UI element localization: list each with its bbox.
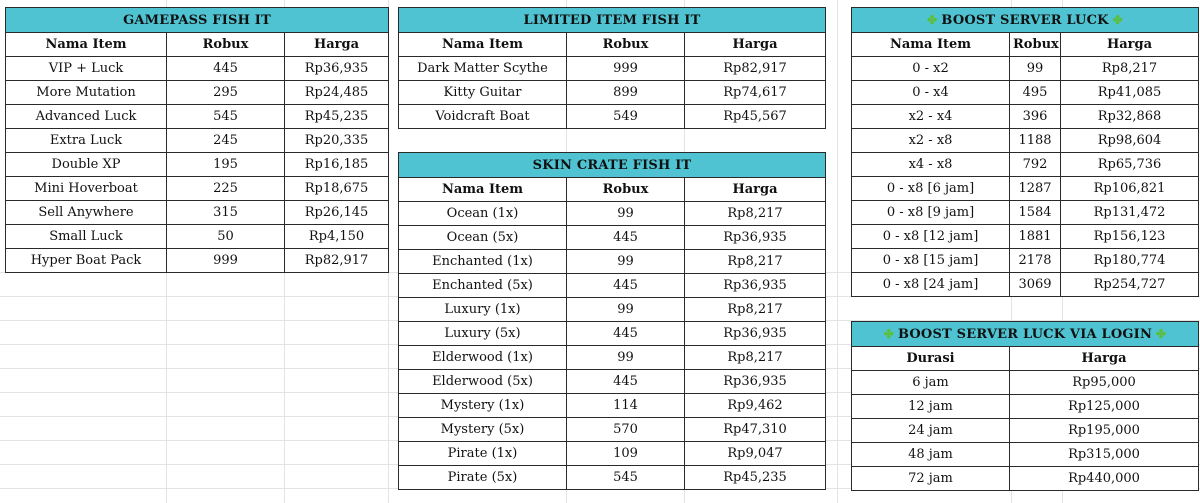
table-cell: Rp9,462 bbox=[685, 394, 826, 418]
table-cell: Rp41,085 bbox=[1061, 81, 1199, 105]
table-cell: Rp254,727 bbox=[1061, 273, 1199, 297]
table-row bbox=[852, 395, 1199, 419]
table-cell: Enchanted (5x) bbox=[399, 274, 567, 298]
table-cell: Luxury (1x) bbox=[399, 298, 567, 322]
col-header-nama-item: Nama Item bbox=[399, 178, 567, 202]
table-cell: Elderwood (5x) bbox=[399, 370, 567, 394]
table-cell: 99 bbox=[567, 298, 685, 322]
table-cell: 445 bbox=[567, 226, 685, 250]
table-row bbox=[399, 418, 826, 442]
col-header-nama-item: Nama Item bbox=[6, 33, 167, 57]
table-cell: 50 bbox=[167, 225, 285, 249]
clover-icon: ✤ bbox=[1156, 326, 1167, 341]
table-cell: Rp32,868 bbox=[1061, 105, 1199, 129]
table-cell: VIP + Luck bbox=[6, 57, 167, 81]
table-cell: Rp440,000 bbox=[1010, 467, 1199, 491]
table-cell: Pirate (5x) bbox=[399, 466, 567, 490]
table-cell: Elderwood (1x) bbox=[399, 346, 567, 370]
table-row bbox=[399, 370, 826, 394]
col-header-nama-item: Nama Item bbox=[852, 33, 1010, 57]
table-cell: 99 bbox=[1010, 57, 1061, 81]
col-header-nama-item: Nama Item bbox=[399, 33, 567, 57]
table-cell: Rp45,235 bbox=[285, 105, 389, 129]
table-row bbox=[399, 298, 826, 322]
table-cell: 48 jam bbox=[852, 443, 1010, 467]
table-cell: Rp18,675 bbox=[285, 177, 389, 201]
table-cell: x4 - x8 bbox=[852, 153, 1010, 177]
table-cell: Rp45,235 bbox=[685, 466, 826, 490]
table-cell: 1287 bbox=[1010, 177, 1061, 201]
table-cell: Rp8,217 bbox=[685, 298, 826, 322]
table-row bbox=[852, 153, 1199, 177]
table-cell: 545 bbox=[167, 105, 285, 129]
limited-body bbox=[399, 57, 826, 129]
table-cell: 495 bbox=[1010, 81, 1061, 105]
table-row bbox=[399, 346, 826, 370]
table-cell: 0 - x8 [6 jam] bbox=[852, 177, 1010, 201]
table-cell: Rp36,935 bbox=[685, 370, 826, 394]
table-cell: Rp131,472 bbox=[1061, 201, 1199, 225]
table-cell: 0 - x2 bbox=[852, 57, 1010, 81]
table-cell: 0 - x8 [12 jam] bbox=[852, 225, 1010, 249]
table-cell: More Mutation bbox=[6, 81, 167, 105]
table-cell: Small Luck bbox=[6, 225, 167, 249]
table-cell: 0 - x8 [9 jam] bbox=[852, 201, 1010, 225]
table-row bbox=[852, 129, 1199, 153]
col-header-robux: Robux bbox=[1010, 33, 1061, 57]
table-cell: Rp24,485 bbox=[285, 81, 389, 105]
table-cell: 549 bbox=[567, 105, 685, 129]
table-cell: Rp36,935 bbox=[685, 226, 826, 250]
table-cell: 315 bbox=[167, 201, 285, 225]
table-cell: Rp156,123 bbox=[1061, 225, 1199, 249]
table-cell: 570 bbox=[567, 418, 685, 442]
table-row bbox=[399, 442, 826, 466]
table-row bbox=[6, 57, 389, 81]
table-cell: Rp82,917 bbox=[285, 249, 389, 273]
skin-title: SKIN CRATE FISH IT bbox=[399, 153, 826, 178]
table-cell: 99 bbox=[567, 202, 685, 226]
table-cell: Rp106,821 bbox=[1061, 177, 1199, 201]
table-cell: 225 bbox=[167, 177, 285, 201]
table-cell: 2178 bbox=[1010, 249, 1061, 273]
table-cell: 109 bbox=[567, 442, 685, 466]
col-header-harga: Harga bbox=[685, 178, 826, 202]
gamepass-title: GAMEPASS FISH IT bbox=[6, 8, 389, 33]
table-cell: 1188 bbox=[1010, 129, 1061, 153]
gamepass-table bbox=[5, 7, 389, 273]
table-cell: 999 bbox=[567, 57, 685, 81]
table-row bbox=[6, 225, 389, 249]
table-cell: Rp45,567 bbox=[685, 105, 826, 129]
table-cell: 396 bbox=[1010, 105, 1061, 129]
table-row bbox=[852, 273, 1199, 297]
table-cell: 899 bbox=[567, 81, 685, 105]
col-header-harga: Harga bbox=[685, 33, 826, 57]
table-cell: Rp65,736 bbox=[1061, 153, 1199, 177]
login-title: BOOST SERVER LUCK VIA LOGIN bbox=[897, 326, 1153, 342]
table-row bbox=[399, 274, 826, 298]
table-cell: Rp4,150 bbox=[285, 225, 389, 249]
table-cell: 0 - x4 bbox=[852, 81, 1010, 105]
table-row bbox=[399, 466, 826, 490]
skin-body bbox=[399, 202, 826, 490]
gamepass-body bbox=[6, 57, 389, 273]
table-cell: Mystery (5x) bbox=[399, 418, 567, 442]
table-cell: 12 jam bbox=[852, 395, 1010, 419]
table-row bbox=[6, 105, 389, 129]
col-header-harga: Harga bbox=[285, 33, 389, 57]
table-cell: 445 bbox=[567, 274, 685, 298]
table-cell: Rp98,604 bbox=[1061, 129, 1199, 153]
table-cell: 1881 bbox=[1010, 225, 1061, 249]
table-row bbox=[852, 177, 1199, 201]
login-body bbox=[852, 371, 1199, 491]
table-cell: 114 bbox=[567, 394, 685, 418]
col-header-robux: Robux bbox=[167, 33, 285, 57]
table-row bbox=[399, 322, 826, 346]
limited-table bbox=[398, 7, 826, 129]
table-row bbox=[399, 202, 826, 226]
boost-body bbox=[852, 57, 1199, 297]
table-cell: Rp36,935 bbox=[685, 322, 826, 346]
table-row bbox=[6, 153, 389, 177]
clover-icon: ✤ bbox=[883, 326, 894, 341]
table-cell: Hyper Boat Pack bbox=[6, 249, 167, 273]
table-row bbox=[852, 57, 1199, 81]
table-cell: Rp125,000 bbox=[1010, 395, 1199, 419]
table-cell: Enchanted (1x) bbox=[399, 250, 567, 274]
table-cell: Ocean (5x) bbox=[399, 226, 567, 250]
table-cell: Rp74,617 bbox=[685, 81, 826, 105]
table-cell: Kitty Guitar bbox=[399, 81, 567, 105]
table-row bbox=[852, 201, 1199, 225]
table-cell: 195 bbox=[167, 153, 285, 177]
table-cell: Rp26,145 bbox=[285, 201, 389, 225]
table-row bbox=[852, 105, 1199, 129]
table-cell: Advanced Luck bbox=[6, 105, 167, 129]
table-cell: Rp36,935 bbox=[685, 274, 826, 298]
col-header-robux: Robux bbox=[567, 33, 685, 57]
login-table bbox=[851, 321, 1199, 491]
table-cell: Rp82,917 bbox=[685, 57, 826, 81]
table-cell: Rp8,217 bbox=[685, 250, 826, 274]
table-cell: Ocean (1x) bbox=[399, 202, 567, 226]
table-cell: x2 - x8 bbox=[852, 129, 1010, 153]
table-cell: 0 - x8 [15 jam] bbox=[852, 249, 1010, 273]
table-cell: Extra Luck bbox=[6, 129, 167, 153]
table-cell: Rp8,217 bbox=[1061, 57, 1199, 81]
col-header-robux: Robux bbox=[567, 178, 685, 202]
table-row bbox=[6, 129, 389, 153]
table-cell: 445 bbox=[567, 370, 685, 394]
table-row bbox=[399, 81, 826, 105]
table-cell: Rp36,935 bbox=[285, 57, 389, 81]
table-cell: Rp315,000 bbox=[1010, 443, 1199, 467]
table-cell: Double XP bbox=[6, 153, 167, 177]
table-cell: Rp8,217 bbox=[685, 202, 826, 226]
table-cell: 0 - x8 [24 jam] bbox=[852, 273, 1010, 297]
table-cell: 445 bbox=[167, 57, 285, 81]
col-header-durasi: Durasi bbox=[852, 347, 1010, 371]
table-cell: 72 jam bbox=[852, 467, 1010, 491]
table-row bbox=[399, 394, 826, 418]
col-header-harga: Harga bbox=[1010, 347, 1199, 371]
table-cell: Sell Anywhere bbox=[6, 201, 167, 225]
table-cell: 1584 bbox=[1010, 201, 1061, 225]
table-row bbox=[6, 249, 389, 273]
table-cell: Rp195,000 bbox=[1010, 419, 1199, 443]
limited-title: LIMITED ITEM FISH IT bbox=[399, 8, 826, 33]
clover-icon: ✤ bbox=[1112, 12, 1123, 27]
table-cell: 792 bbox=[1010, 153, 1061, 177]
table-cell: Rp180,774 bbox=[1061, 249, 1199, 273]
table-row bbox=[6, 177, 389, 201]
table-row bbox=[399, 226, 826, 250]
boost-table bbox=[851, 7, 1199, 297]
login-title-cell bbox=[852, 322, 1199, 347]
table-cell: x2 - x4 bbox=[852, 105, 1010, 129]
table-row bbox=[852, 249, 1199, 273]
table-cell: 545 bbox=[567, 466, 685, 490]
table-cell: 445 bbox=[567, 322, 685, 346]
table-cell: 999 bbox=[167, 249, 285, 273]
table-cell: Rp9,047 bbox=[685, 442, 826, 466]
table-row bbox=[6, 201, 389, 225]
table-row bbox=[399, 57, 826, 81]
table-row bbox=[852, 371, 1199, 395]
table-row bbox=[6, 81, 389, 105]
table-row bbox=[399, 105, 826, 129]
table-cell: 6 jam bbox=[852, 371, 1010, 395]
table-cell: Pirate (1x) bbox=[399, 442, 567, 466]
table-cell: Rp20,335 bbox=[285, 129, 389, 153]
table-cell: 24 jam bbox=[852, 419, 1010, 443]
table-row bbox=[852, 81, 1199, 105]
table-cell: Dark Matter Scythe bbox=[399, 57, 567, 81]
table-cell: Mystery (1x) bbox=[399, 394, 567, 418]
table-cell: Mini Hoverboat bbox=[6, 177, 167, 201]
boost-title-cell bbox=[852, 8, 1199, 33]
skin-table bbox=[398, 152, 826, 490]
table-cell: 99 bbox=[567, 346, 685, 370]
table-row bbox=[852, 225, 1199, 249]
table-cell: Luxury (5x) bbox=[399, 322, 567, 346]
table-cell: Rp16,185 bbox=[285, 153, 389, 177]
table-cell: 295 bbox=[167, 81, 285, 105]
table-cell: Voidcraft Boat bbox=[399, 105, 567, 129]
table-row bbox=[852, 443, 1199, 467]
table-cell: Rp47,310 bbox=[685, 418, 826, 442]
table-cell: Rp95,000 bbox=[1010, 371, 1199, 395]
table-cell: 99 bbox=[567, 250, 685, 274]
table-cell: 245 bbox=[167, 129, 285, 153]
table-row bbox=[852, 467, 1199, 491]
table-cell: 3069 bbox=[1010, 273, 1061, 297]
table-row bbox=[852, 419, 1199, 443]
table-row bbox=[399, 250, 826, 274]
table-cell: Rp8,217 bbox=[685, 346, 826, 370]
clover-icon: ✤ bbox=[927, 12, 938, 27]
boost-title: BOOST SERVER LUCK bbox=[941, 12, 1109, 28]
col-header-harga: Harga bbox=[1061, 33, 1199, 57]
